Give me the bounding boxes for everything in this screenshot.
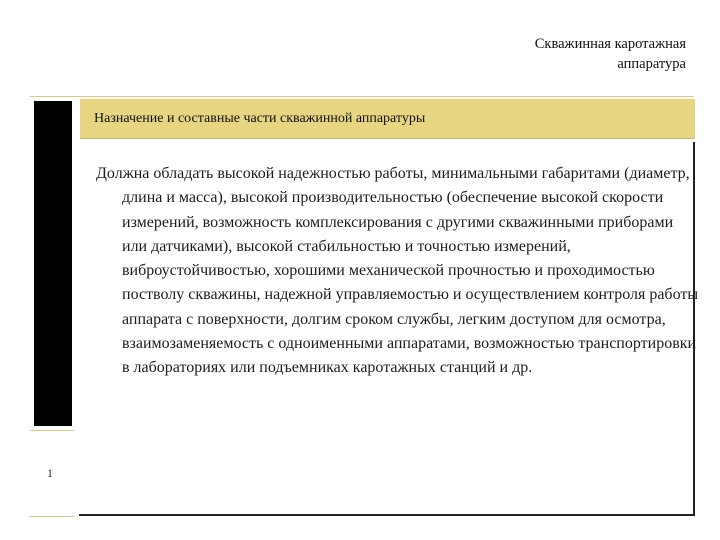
body-paragraph: Должна обладать высокой надежностью работы, минимальными габаритами (диаметр, длина и масса), высокой производительностью (обеспечение высокой скорости измерений, возможность комплексирования с другими скважинными приборами или датчиками), высокой стабильностью и точностью измерений, виброустойчивостью, хорошими механической прочностью и проходимостью постволу скважины, надежной управляемостью и осуществлением контроля работы аппарата с поверхности, долгим сроком службы, легким доступом для осмотра, взаимозаменяемость с одноименными аппаратами, возможностью транспортировки в лабораториях или подъемниках каротажных станций и др. — [96, 165, 699, 377]
section-heading-band — [80, 99, 695, 139]
top-divider-rule — [30, 96, 694, 97]
page-number: 1 — [47, 466, 53, 480]
slide-header-title — [426, 34, 686, 74]
left-black-bar — [34, 101, 72, 426]
header-title-line-2: аппаратура — [617, 56, 686, 72]
bottom-divider-rule — [30, 516, 74, 517]
mid-divider-rule — [30, 430, 74, 431]
header-title-line-1: Скважинная каротажная — [534, 36, 686, 52]
section-heading: Назначение и составные части скважинной аппаратуры — [94, 110, 426, 126]
